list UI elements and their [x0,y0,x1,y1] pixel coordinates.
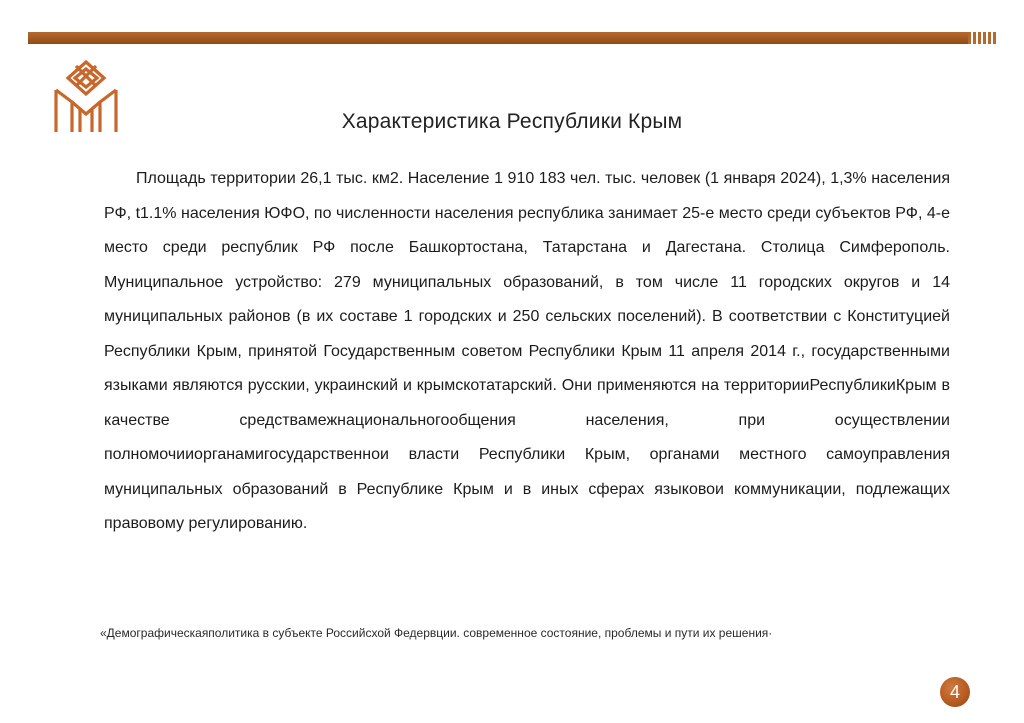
slide-title: Характеристика Республики Крым [341,110,683,133]
header-bar-stripes [968,32,998,44]
slide-body-paragraph: Площадь территории 26,1 тыс. км2. Население 1 910 183 чел. тыс. человек (1 января 2024), 1,3% населения РФ, t1.1% населения ЮФО, по численности населения республика занимает 25-е место среди субъектов РФ, 4-е место среди республик РФ после Башкортостана, Татарстана и Дагестана. Столица Симферополь. Муниципальное устройство: 279 муниципальных образований, в том числе 11 городских округов и 14 муниципальных районов (в их составе 1 городских и 250 сельских поселений). В соответствии с Конституцией Республики Крым, принятой Государственным советом Республики Крым 11 апреля 2014 г., государственными языками являются русскии, украинский и крымскотатарский. Они применяются на территорииРеспубликиКрым в качестве средствамежнациональногообщения населения, при осуществлении полномочииорганамигосударственнои власти Республики Крым, органами местного самоуправления муниципальных образований в Республике Крым и в иных сферах языковои коммуникации, подлежащих правовому регулированию. [104,170,950,532]
header-decorative-bar [28,32,998,44]
source-footnote: «Демографическаяполитика в субъекте Российсхой Федервции. современное состояние, проблемы и пути их решения· [100,626,773,640]
header-bar-main [28,32,968,44]
page-number-badge: 4 [940,677,970,707]
